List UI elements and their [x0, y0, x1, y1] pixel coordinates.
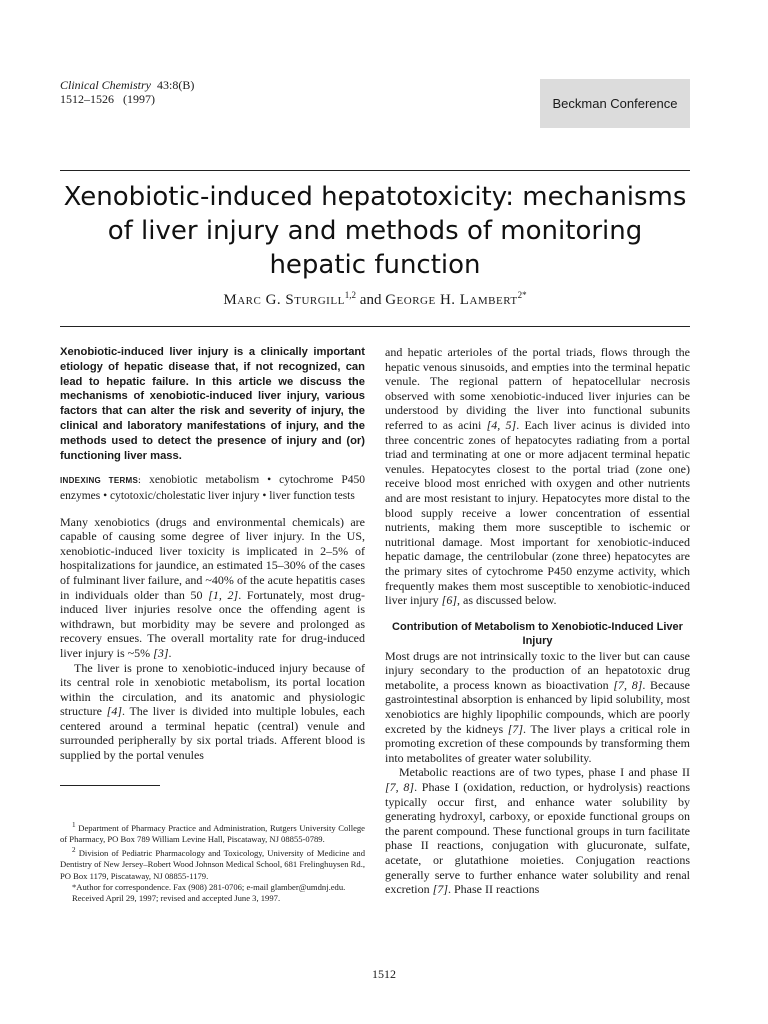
footnote-rule: [60, 785, 160, 786]
journal-citation: [60, 78, 194, 106]
body-paragraph-5: Metabolic reactions are of two types, phase I and phase II [7, 8]. Phase I (oxidation, reduction, or hydrolysis) reactions typically occur first, and enhance water solubility by generating hydroxyl, carboxy, or epoxide functional groups on the parent compound. These functional groups in turn facilitate phase II reactions, conjugation with glucuronate, sulfate, acetate, or glutathione moieties. Conjugation reactions generally serve to further enhance water solubility and renal excretion [7]. Phase II reactions: [385, 765, 690, 897]
footnote-received: Received April 29, 1997; revised and accepted June 3, 1997.: [72, 892, 281, 903]
footnote-2: $^2$ Division of Pediatric Pharmacology and Toxicology, University of Medicine and Dentistry of New Jersey–Robert Wood Johnson Medical School, 681 Frelinghuysen Rd., PO Box 1179, Piscataway, NJ 08855-1179.: [60, 846, 365, 881]
conference-badge: [540, 79, 690, 128]
citation: [4]: [106, 704, 122, 719]
article-title: Xenobiotic-induced hepatotoxicity: mechanisms of liver injury and methods of monitoring hepatic function: [63, 182, 687, 280]
footnote-correspondence: *Author for correspondence. Fax (908) 281-0706; e-mail glamber@umdnj.edu.: [72, 881, 346, 892]
citation: [3]: [153, 645, 169, 660]
left-column: [60, 345, 365, 763]
citation: [6]: [441, 593, 457, 608]
section-heading: Contribution of Metabolism to Xenobiotic-Induced Liver Injury: [392, 620, 683, 647]
author-line: [60, 290, 690, 309]
citation: [7]: [432, 882, 448, 897]
footnote-1: $^1$ Department of Pharmacy Practice and Administration, Rutgers University College of Pharmacy, PO Box 789 William Levine Hall, Piscataway, NJ 08855-0789.: [60, 821, 366, 845]
body-paragraph-3: and hepatic arterioles of the portal triads, flows through the hepatic venous sinusoids, and empties into the terminal hepatic venule. The regional pattern of hepatocellular necrosis observed with some xenobiotic-induced liver injuries can be understood by dividing the liver into functional subunits referred to as acini [4, 5]. Each liver acinus is divided into three concentric zones of hepatocytes radiating from a portal triad and terminating at one or more adjacent terminal hepatic venules. Hepatocytes closest to the portal triad (zone one) receive blood most enriched with oxygen and other nutrients and are most resistant to injury. Hepatocytes more distal to the blood supply receive a lower concentration of essential nutrients, making them more susceptible to ischemic or nutritional damage. Most important for xenobiotic-induced hepatic damage, the centrilobular (zone three) hepatocytes are the primary sites of cytochrome P450 enzyme activity, which frequently makes them most susceptible to xenobiotic-induced liver injury [6], as discussed below.: [385, 345, 690, 608]
journal-issue: 43:8(B): [157, 78, 195, 92]
citation: [7, 8]: [613, 677, 643, 692]
page-number: 1512: [372, 967, 396, 981]
author-2-affil: 2*: [517, 290, 527, 300]
author-1-affil: 1,2: [344, 290, 357, 300]
journal-name: Clinical Chemistry: [60, 78, 151, 92]
authors-rule: [60, 326, 690, 327]
body-paragraph-4: Most drugs are not intrinsically toxic to the liver but can cause injury secondary to the production of an hepatotoxic drug metabolite, a process known as bioactivation [7, 8]. Because gastrointestinal absorption is enhanced by lipid solubility, most xenobiotics are highly lipophilic compounds, which are poorly excreted by the kidneys [7]. The liver plays a critical role in promoting excretion of these compounds by transforming them into metabolites of greater water solubility.: [385, 648, 691, 765]
body-paragraph-2: The liver is prone to xenobiotic-induced injury because of its central role in xenobiotic metabolism, its portal location within the circulation, and its anatomic and physiologic structure [4]. The liver is divided into multiple lobules, each centered around a terminal hepatic (central) venule and surrounded peripherally by six portal triads. Afferent blood is supplied by the portal venules: [60, 660, 366, 763]
author-2: George H. Lambert: [385, 292, 518, 308]
indexing-label: INDEXING TERMS:: [60, 476, 142, 486]
abstract: Xenobiotic-induced liver injury is a clinically important etiology of hepatic disease that, if not recognized, can lead to hepatic failure. In this article we discuss the mechanisms of xenobiotic-induced liver injury, various factors that can alter the risk and severity of injury, the clinical and laboratory manifestations of injury, and the methods used to detect the presence of injury and (or) functioning liver mass.: [60, 346, 365, 462]
indexing-terms: [60, 473, 365, 503]
top-rule: [60, 170, 690, 171]
citation: [7, 8]: [385, 780, 415, 795]
right-column: [385, 345, 690, 897]
author-1: Marc G. Sturgill: [223, 292, 345, 308]
journal-pages-year: 1512–1526 (1997): [60, 92, 155, 106]
citation: [1, 2]: [208, 587, 239, 602]
body-paragraph-1: Many xenobiotics (drugs and environmental chemicals) are capable of causing some degree of liver injury. In the US, xenobiotic-induced liver toxicity is implicated in 2–5% of hospitalizations for jaundice, an estimated 15–30% of the cases of fulminant liver failure, and ~40% of the acute hepatitis cases in individuals older than 50 [1, 2]. Fortunately, most drug-induced liver injuries resolve once the offending agent is withdrawn, but morbidity may be severe and prolonged as recovery ensues. The overall mortality rate for drug-induced liver injury is ~5% [3].: [60, 514, 366, 660]
citation: [7]: [507, 721, 524, 736]
indexing-terms-list: xenobiotic metabolism • cytochrome P450 enzymes • cytotoxic/cholestatic liver injury • liver function tests: [60, 474, 365, 502]
conference-label: Beckman Conference: [552, 96, 678, 111]
citation: [4, 5]: [486, 417, 517, 432]
author-conjunction: and: [359, 292, 382, 308]
footnotes: [60, 820, 365, 904]
